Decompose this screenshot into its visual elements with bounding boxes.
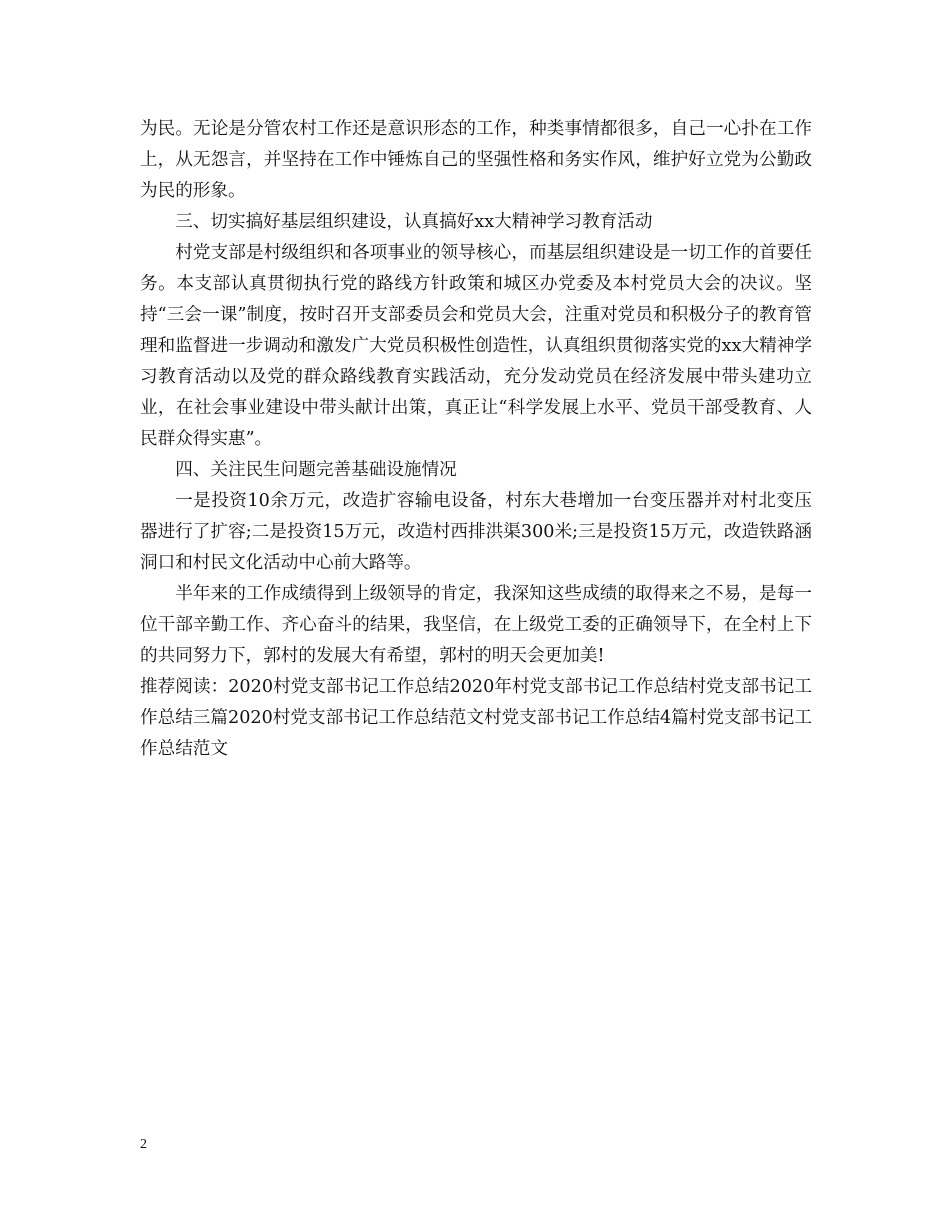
paragraph-conclusion: 半年来的工作成绩得到上级领导的肯定，我深知这些成绩的取得来之不易，是每一位干部辛勤工作、齐心奋斗的结果，我坚信，在上级党工委的正确领导下，在全村上下的共同努力下，郭村的发展大有希望，郭村的明天会更加美! bbox=[140, 584, 812, 666]
paragraph-infrastructure: 一是投资10余万元，改造扩容输电设备，村东大巷增加一台变压器并对村北变压器进行了扩容;二是投资15万元，改造村西排洪渠300米;三是投资15万元，改造铁路涵洞口和村民文化活动中心前大路等。 bbox=[140, 491, 812, 573]
recommended-reading: 推荐阅读：2020村党支部书记工作总结2020年村党支部书记工作总结村党支部书记工作总结三篇2020村党支部书记工作总结范文村党支部书记工作总结4篇村党支部书记工作总结范文 bbox=[140, 677, 812, 759]
section-heading-4: 四、关注民生问题完善基础设施情况 bbox=[175, 460, 457, 480]
section-heading-3: 三、切实搞好基层组织建设，认真搞好xx大精神学习教育活动 bbox=[175, 212, 653, 232]
document-body bbox=[140, 114, 812, 765]
paragraph-continuation: 为民。无论是分管农村工作还是意识形态的工作，种类事情都很多，自己一心扑在工作上，从无怨言，并坚持在工作中锤炼自己的坚强性格和务实作风，维护好立党为公勤政为民的形象。 bbox=[140, 119, 812, 201]
paragraph-organization: 村党支部是村级组织和各项事业的领导核心，而基层组织建设是一切工作的首要任务。本支部认真贯彻执行党的路线方针政策和城区办党委及本村党员大会的决议。坚持“三会一课”制度，按时召开支部委员会和党员大会，注重对党员和积极分子的教育管理和监督进一步调动和激发广大党员积极性创造性，认真组织贯彻落实党的xx大精神学习教育活动以及党的群众路线教育实践活动，充分发动党员在经济发展中带头建功立业，在社会事业建设中带头献计出策，真正让“科学发展上水平、党员干部受教育、人民群众得实惠”。 bbox=[140, 243, 812, 449]
page-number: 2 bbox=[140, 1137, 147, 1152]
